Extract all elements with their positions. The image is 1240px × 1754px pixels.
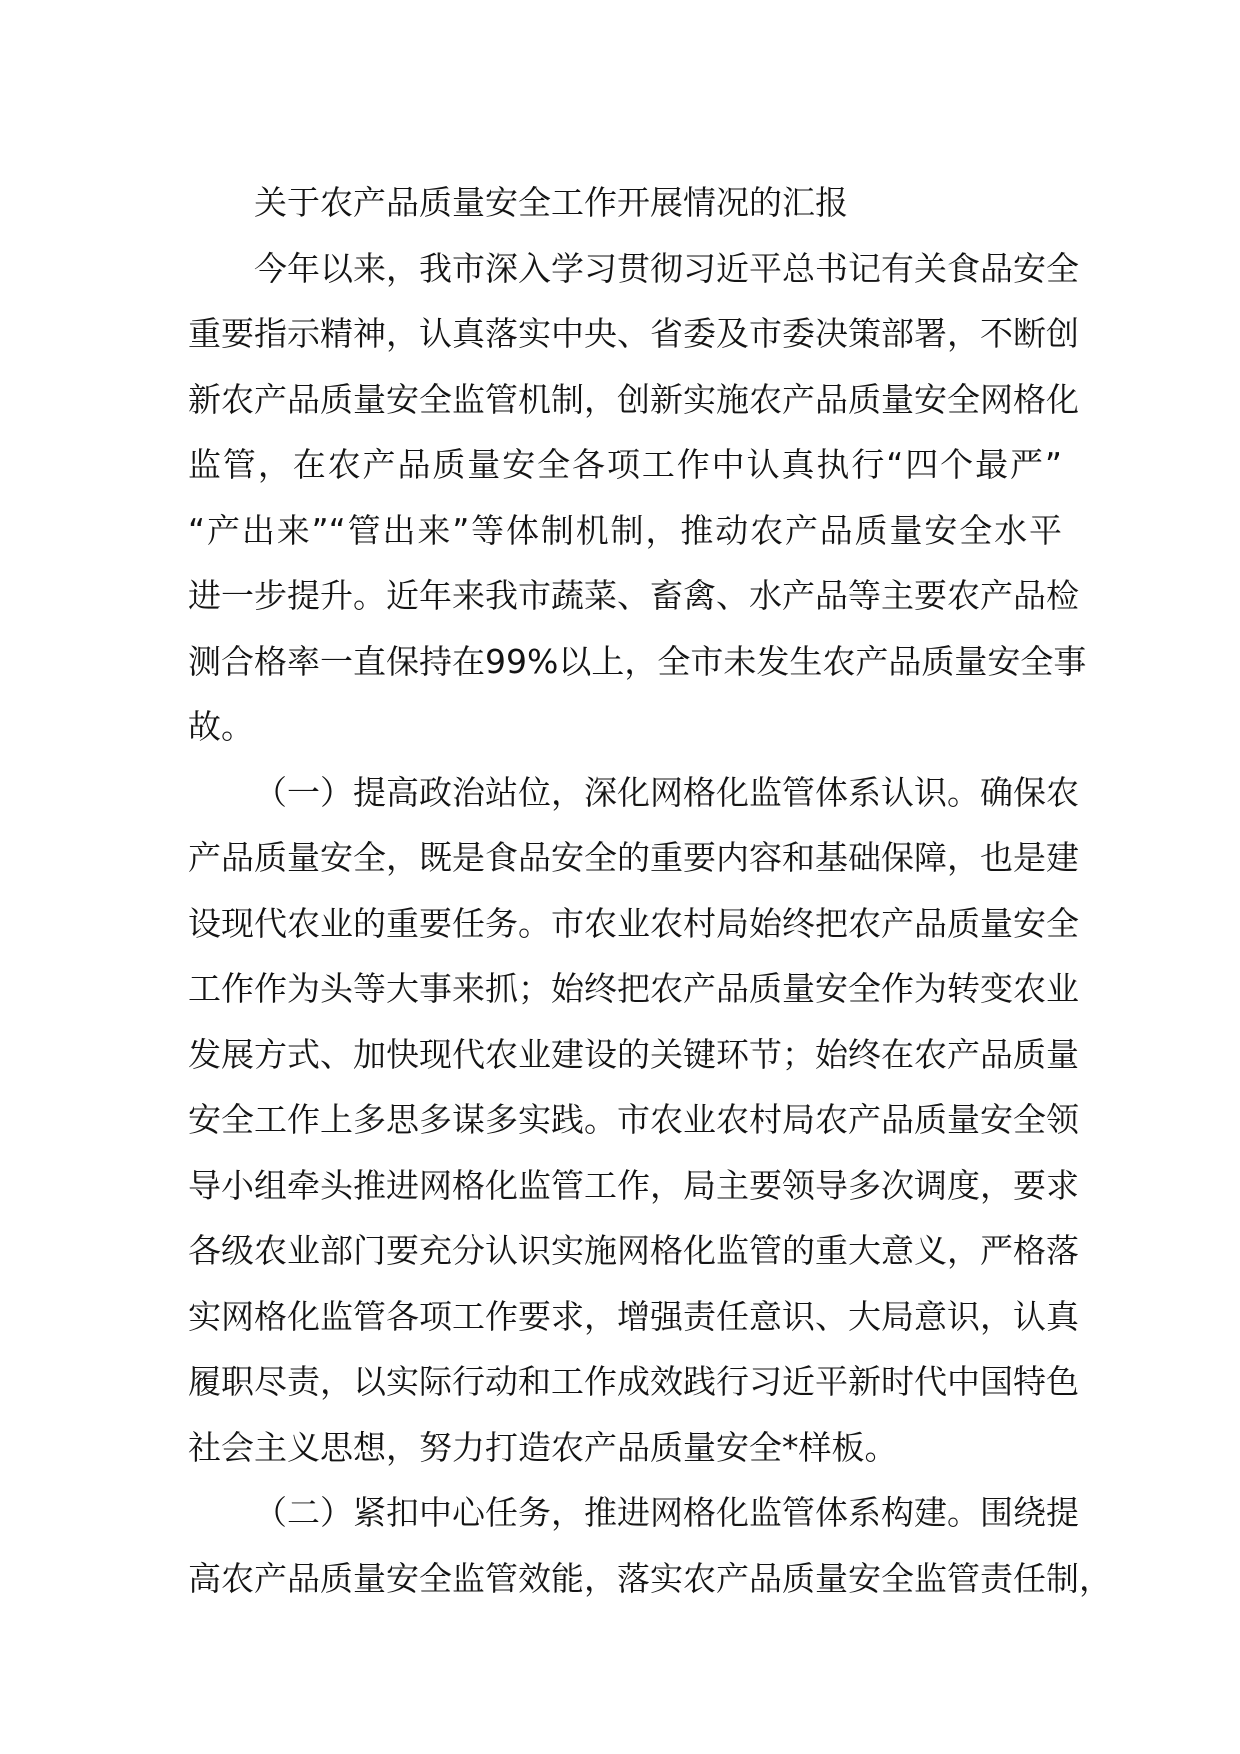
paragraph-line: “产出来”“管出来”等体制机制，推动农产品质量安全水平	[188, 510, 1062, 550]
paragraph-line: （二）紧扣中心任务，推进网格化监管体系构建。围绕提	[254, 1493, 1079, 1532]
paragraph-line: 工作作为头等大事来抓；始终把农产品质量安全作为转变农业	[188, 969, 1079, 1008]
paragraph-line: 设现代农业的重要任务。市农业农村局始终把农产品质量安全	[188, 903, 1079, 943]
paragraph-line: 高农产品质量安全监管效能，落实农产品质量安全监管责任制，	[188, 1558, 1112, 1598]
paragraph-line: （一）提高政治站位，深化网格化监管体系认识。确保农	[254, 772, 1079, 812]
document-page	[188, 170, 1112, 1611]
paragraph-line: 履职尽责，以实际行动和工作成效践行习近平新时代中国特色	[188, 1362, 1079, 1401]
paragraph-2	[188, 760, 1079, 1481]
paragraph-line: 新农产品质量安全监管机制，创新实施农产品质量安全网格化	[188, 379, 1079, 419]
paragraph-line: 社会主义思想，努力打造农产品质量安全*样板。	[188, 1427, 898, 1467]
paragraph-line: 监管，在农产品质量安全各项工作中认真执行“四个最严”	[188, 445, 1062, 484]
paragraph-line: 实网格化监管各项工作要求，增强责任意识、大局意识，认真	[188, 1296, 1079, 1336]
paragraph-line: 测合格率一直保持在99%以上，全市未发生农产品质量安全事	[188, 641, 1087, 681]
paragraph-line: 进一步提升。近年来我市蔬菜、畜禽、水产品等主要农产品检	[188, 576, 1079, 615]
paragraph-line: 导小组牵头推进网格化监管工作，局主要领导多次调度，要求	[188, 1165, 1079, 1205]
paragraph-3	[188, 1480, 1112, 1611]
paragraph-line: 产品质量安全，既是食品安全的重要内容和基础保障，也是建	[188, 838, 1079, 877]
document-title: 关于农产品质量安全工作开展情况的汇报	[254, 183, 848, 222]
paragraph-line: 重要指示精神，认真落实中央、省委及市委决策部署，不断创	[188, 314, 1079, 353]
paragraph-line: 安全工作上多思多谋多实践。市农业农村局农产品质量安全领	[188, 1100, 1079, 1139]
paragraph-line: 各级农业部门要充分认识实施网格化监管的重大意义，严格落	[188, 1231, 1079, 1270]
paragraph-line: 今年以来，我市深入学习贯彻习近平总书记有关食品安全	[254, 248, 1079, 288]
paragraph-1	[188, 236, 1087, 760]
paragraph-line: 故。	[188, 707, 254, 746]
paragraph-line: 发展方式、加快现代农业建设的关键环节；始终在农产品质量	[188, 1034, 1079, 1074]
